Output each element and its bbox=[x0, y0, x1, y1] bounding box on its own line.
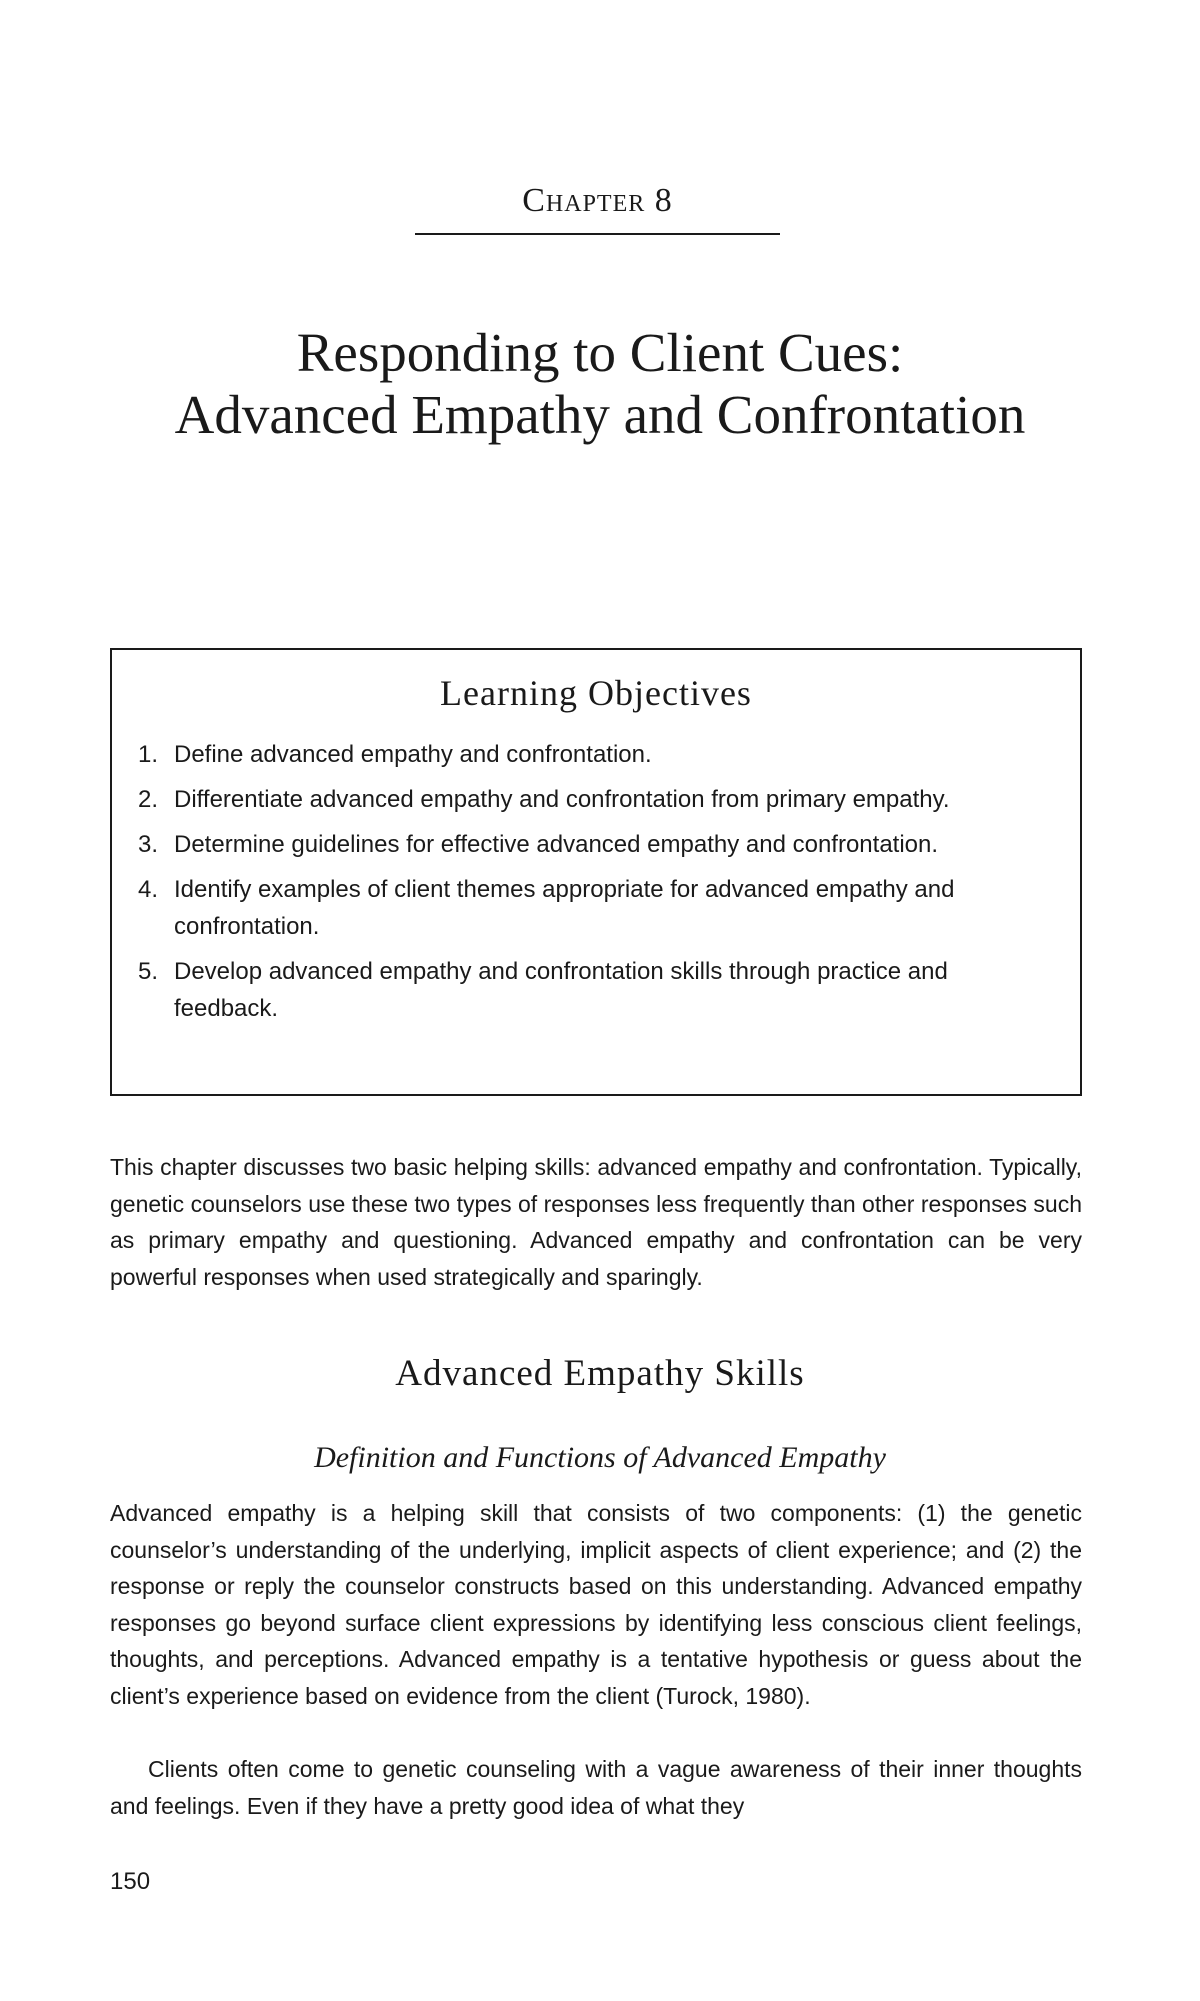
objective-number: 4. bbox=[138, 876, 159, 903]
section-heading: Advanced Empathy Skills bbox=[395, 1353, 805, 1394]
body-paragraph-2: Clients often come to genetic counseling with a vague awareness of their inner thoughts and feelings. Even if they have a pretty good idea of what they bbox=[110, 1756, 1082, 1819]
objective-text: Differentiate advanced empathy and confrontation from primary empathy. bbox=[174, 786, 950, 813]
objective-text: Identify examples of client themes appropriate for advanced empathy and confrontation. bbox=[174, 876, 955, 940]
objective-number: 1. bbox=[138, 741, 159, 768]
intro-paragraph: This chapter discusses two basic helping skills: advanced empathy and confrontation. Typically, genetic counselors use these two types of responses less frequently than other responses such as primary empathy and questioning. Advanced empathy and confrontation can be very powerful responses when used strategically and sparingly. bbox=[110, 1154, 1082, 1290]
learning-objectives-box bbox=[110, 648, 1082, 1096]
objective-item bbox=[138, 736, 1050, 773]
objective-text: Define advanced empathy and confrontation. bbox=[174, 741, 652, 768]
objective-number: 3. bbox=[138, 831, 159, 858]
objective-text: Determine guidelines for effective advanced empathy and confrontation. bbox=[174, 831, 939, 858]
chapter-title-line-2: Advanced Empathy and Confrontation bbox=[174, 384, 1026, 445]
objective-item bbox=[138, 953, 1050, 1027]
chapter-title bbox=[100, 322, 1100, 446]
objective-item bbox=[138, 871, 1050, 945]
objective-number: 5. bbox=[138, 958, 159, 985]
objective-item bbox=[138, 781, 1050, 818]
objective-text: Develop advanced empathy and confrontation skills through practice and feedback. bbox=[174, 958, 948, 1022]
page-number: 150 bbox=[110, 1868, 151, 1895]
chapter-label: Chapter 8 bbox=[522, 182, 673, 219]
chapter-title-line-1: Responding to Client Cues: bbox=[296, 322, 904, 383]
subsection-heading: Definition and Functions of Advanced Empathy bbox=[314, 1441, 886, 1474]
chapter-rule bbox=[415, 233, 780, 235]
objective-number: 2. bbox=[138, 786, 159, 813]
objective-item bbox=[138, 826, 1050, 863]
learning-objectives-list bbox=[138, 736, 1050, 1035]
body-paragraph-1: Advanced empathy is a helping skill that consists of two components: (1) the genetic counselor’s understanding of the underlying, implicit aspects of client experience; and (2) the response or reply the counselor constructs based on this understanding. Advanced empathy responses go beyond surface client expressions by identifying less conscious client feelings, thoughts, and perceptions. Advanced empathy is a tentative hypothesis or guess about the client’s experience based on evidence from the client (Turock, 1980). bbox=[110, 1500, 1082, 1709]
learning-objectives-heading: Learning Objectives bbox=[440, 673, 752, 713]
